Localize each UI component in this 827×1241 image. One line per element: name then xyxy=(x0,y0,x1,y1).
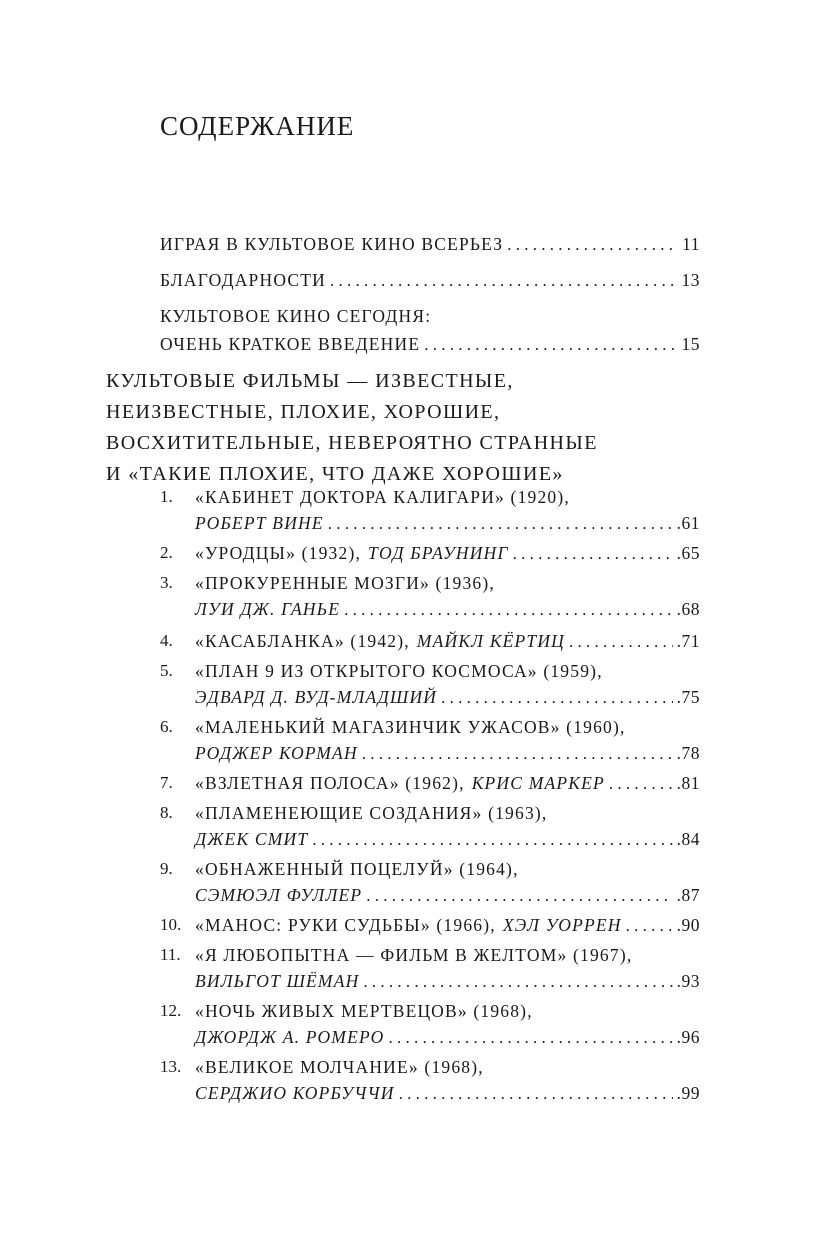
director-name: ДЖОРДЖ А. РОМЕРО xyxy=(195,1027,385,1047)
entry-director-line xyxy=(195,512,700,535)
entry-number: 2. xyxy=(160,543,173,562)
entry-number: 7. xyxy=(160,773,173,792)
leader-dots xyxy=(312,829,672,851)
leader-dots xyxy=(569,631,673,653)
entry-title-line xyxy=(195,716,700,738)
director-name: ТОД БРАУНИНГ xyxy=(368,543,509,563)
entry-title-line xyxy=(195,542,700,565)
director-name: СЭМЮЭЛ ФУЛЛЕР xyxy=(195,885,363,905)
film-title: «ВЗЛЕТНАЯ ПОЛОСА» (1962), xyxy=(195,773,465,793)
section-heading-line: НЕИЗВЕСТНЫЕ, ПЛОХИЕ, ХОРОШИЕ, xyxy=(106,401,501,423)
leader-dots xyxy=(328,513,673,535)
entry-number: 1. xyxy=(160,487,173,506)
director-name: ХЭЛ УОРРЕН xyxy=(502,915,622,935)
film-title: «КАСАБЛАНКА» (1942), xyxy=(195,631,410,651)
section-heading-line: ВОСХИТИТЕЛЬНЫЕ, НЕВЕРОЯТНО СТРАННЫЕ xyxy=(106,432,598,454)
director-name: КРИС МАРКЕР xyxy=(471,773,605,793)
film-title: «КАБИНЕТ ДОКТОРА КАЛИГАРИ» (1920), xyxy=(195,487,570,507)
leader-dots xyxy=(441,687,673,709)
page-number: 15 xyxy=(681,334,700,354)
entry-number: 11. xyxy=(160,945,181,964)
section-heading-line: КУЛЬТОВЫЕ ФИЛЬМЫ — ИЗВЕСТНЫЕ, xyxy=(106,370,514,392)
entry-label: ОЧЕНЬ КРАТКОЕ ВВЕДЕНИЕ xyxy=(160,334,421,354)
entry-label: БЛАГОДАРНОСТИ xyxy=(160,270,326,290)
page-number: .75 xyxy=(676,687,700,707)
film-title: «МАНОС: РУКИ СУДЬБЫ» (1966), xyxy=(195,915,496,935)
film-title: «Я ЛЮБОПЫТНА — ФИЛЬМ В ЖЕЛТОМ» (1967), xyxy=(195,945,633,965)
toc-entry-front-3-line1[interactable] xyxy=(160,305,700,327)
leader-dots xyxy=(344,599,672,621)
page-number: .65 xyxy=(676,543,700,563)
director-name: РОБЕРТ ВИНЕ xyxy=(195,513,324,533)
entry-number: 8. xyxy=(160,803,173,822)
film-title: «ПРОКУРЕННЫЕ МОЗГИ» (1936), xyxy=(195,573,495,593)
entry-director-line xyxy=(195,686,700,709)
entry-title-line xyxy=(195,660,700,682)
entry-number: 5. xyxy=(160,661,173,680)
page-number: .99 xyxy=(676,1083,700,1103)
page-number: .71 xyxy=(676,631,700,651)
page-number: .84 xyxy=(676,829,700,849)
entry-title-line xyxy=(195,630,700,653)
page-number: .81 xyxy=(676,773,700,793)
entry-label: ИГРАЯ В КУЛЬТОВОЕ КИНО ВСЕРЬЕЗ xyxy=(160,234,504,254)
page-number: .87 xyxy=(676,885,700,905)
page-number: .96 xyxy=(676,1027,700,1047)
page-number: .93 xyxy=(676,971,700,991)
leader-dots xyxy=(366,885,672,907)
director-name: СЕРДЖИО КОРБУЧЧИ xyxy=(195,1083,395,1103)
entry-director-line xyxy=(195,742,700,765)
entry-title-line xyxy=(195,572,700,594)
entry-number: 6. xyxy=(160,717,173,736)
entry-number: 4. xyxy=(160,631,173,650)
director-name: МАЙКЛ КЁРТИЦ xyxy=(416,631,566,651)
leader-dots xyxy=(513,543,673,565)
entry-title-line xyxy=(195,858,700,880)
entry-title-line xyxy=(195,772,700,795)
page-number: 11 xyxy=(682,234,700,254)
director-name: ЛУИ ДЖ. ГАНЬЕ xyxy=(195,599,341,619)
director-name: РОДЖЕР КОРМАН xyxy=(195,743,358,763)
film-title: «ПЛАМЕНЕЮЩИЕ СОЗДАНИЯ» (1963), xyxy=(195,803,548,823)
leader-dots xyxy=(424,334,677,356)
page-number: .90 xyxy=(676,915,700,935)
page-number: .68 xyxy=(676,599,700,619)
entry-label: КУЛЬТОВОЕ КИНО СЕГОДНЯ: xyxy=(160,306,432,326)
leader-dots xyxy=(626,915,673,937)
page-title: СОДЕРЖАНИЕ xyxy=(160,111,355,141)
entry-director-line xyxy=(195,970,700,993)
leader-dots xyxy=(399,1083,673,1105)
entry-number: 3. xyxy=(160,573,173,592)
leader-dots xyxy=(609,773,673,795)
section-heading-line: И «ТАКИЕ ПЛОХИЕ, ЧТО ДАЖЕ ХОРОШИЕ» xyxy=(106,463,564,485)
entry-title-line xyxy=(195,486,700,508)
entry-director-line xyxy=(195,884,700,907)
entry-title-line xyxy=(195,1000,700,1022)
film-title: «НОЧЬ ЖИВЫХ МЕРТВЕЦОВ» (1968), xyxy=(195,1001,533,1021)
toc-entry-front-2[interactable] xyxy=(160,269,700,292)
page-number: .78 xyxy=(676,743,700,763)
leader-dots xyxy=(363,971,672,993)
entry-title-line xyxy=(195,1056,700,1078)
page-number: 13 xyxy=(681,270,700,290)
entry-number: 10. xyxy=(160,915,182,934)
entry-director-line xyxy=(195,1082,700,1105)
toc-entry-front-3[interactable] xyxy=(160,333,700,356)
film-title: «ОБНАЖЕННЫЙ ПОЦЕЛУЙ» (1964), xyxy=(195,859,519,879)
director-name: ЭДВАРД Д. ВУД-МЛАДШИЙ xyxy=(195,687,438,707)
entry-director-line xyxy=(195,1026,700,1049)
film-title: «УРОДЦЫ» (1932), xyxy=(195,543,362,563)
entry-director-line xyxy=(195,598,700,621)
film-title: «ПЛАН 9 ИЗ ОТКРЫТОГО КОСМОСА» (1959), xyxy=(195,661,603,681)
leader-dots xyxy=(388,1027,672,1049)
film-title: «МАЛЕНЬКИЙ МАГАЗИНЧИК УЖАСОВ» (1960), xyxy=(195,717,626,737)
entry-title-line xyxy=(195,944,700,966)
film-title: «ВЕЛИКОЕ МОЛЧАНИЕ» (1968), xyxy=(195,1057,484,1077)
page-number: .61 xyxy=(676,513,700,533)
leader-dots xyxy=(362,743,673,765)
entry-number: 9. xyxy=(160,859,173,878)
entry-director-line xyxy=(195,828,700,851)
entry-title-line xyxy=(195,914,700,937)
entry-number: 12. xyxy=(160,1001,182,1020)
toc-entry-front-1[interactable] xyxy=(160,233,700,256)
entry-number: 13. xyxy=(160,1057,182,1076)
director-name: ВИЛЬГОТ ШЁМАН xyxy=(195,971,360,991)
entry-title-line xyxy=(195,802,700,824)
section-heading xyxy=(106,366,666,490)
leader-dots xyxy=(330,270,678,292)
leader-dots xyxy=(507,234,678,256)
director-name: ДЖЕК СМИТ xyxy=(195,829,309,849)
